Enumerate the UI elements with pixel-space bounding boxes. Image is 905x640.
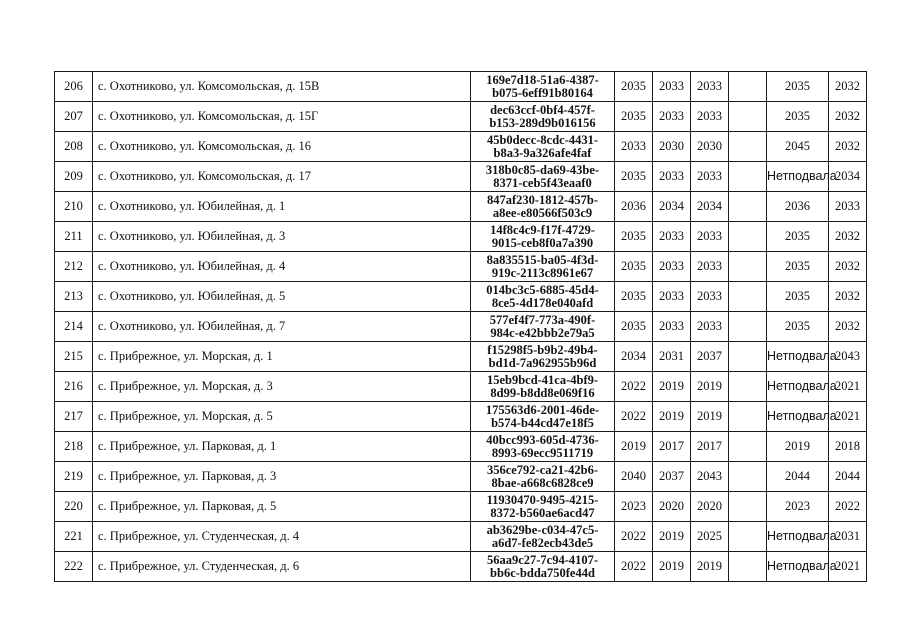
row-address: с. Охотниково, ул. Юбилейная, д. 3	[93, 222, 471, 252]
row-address: с. Охотниково, ул. Комсомольская, д. 17	[93, 162, 471, 192]
row-year-1: 2040	[615, 462, 653, 492]
row-number: 210	[55, 192, 93, 222]
row-year-2: 2030	[653, 132, 691, 162]
row-guid	[471, 102, 615, 132]
row-year-2: 2031	[653, 342, 691, 372]
basement-line-2: подвала	[788, 529, 837, 543]
guid-line-2: b075-6eff91b80164	[492, 85, 593, 100]
row-year-2: 2037	[653, 462, 691, 492]
row-year-2: 2033	[653, 252, 691, 282]
basement-line-1: Нет	[767, 349, 789, 363]
row-guid	[471, 342, 615, 372]
row-guid	[471, 372, 615, 402]
table-row	[55, 282, 867, 312]
row-year-1: 2022	[615, 402, 653, 432]
basement-line-1: Нет	[767, 529, 789, 543]
guid-line-1: 318b0c85-da69-43be-	[485, 162, 600, 177]
table-row	[55, 522, 867, 552]
row-number: 211	[55, 222, 93, 252]
row-basement	[767, 72, 829, 102]
row-basement	[767, 552, 837, 582]
guid-line-1: 847af230-1812-457b-	[486, 192, 599, 207]
row-year-3: 2033	[691, 102, 729, 132]
row-year-1: 2035	[615, 252, 653, 282]
row-year-3: 2019	[691, 402, 729, 432]
row-basement	[767, 192, 829, 222]
row-year-1: 2035	[615, 162, 653, 192]
guid-line-2: b153-289d9b016156	[489, 115, 596, 130]
table-row	[55, 162, 867, 192]
row-guid	[471, 492, 615, 522]
guid-line-1: dec63ccf-0bf4-457f-	[490, 102, 595, 117]
row-year-1: 2035	[615, 102, 653, 132]
row-year-1: 2022	[615, 552, 653, 582]
guid-line-1: 014bc3c5-6885-45d4-	[486, 282, 599, 297]
basement-line-1: Нет	[767, 169, 789, 183]
row-year-1: 2023	[615, 492, 653, 522]
row-guid	[471, 252, 615, 282]
row-address: с. Охотниково, ул. Юбилейная, д. 7	[93, 312, 471, 342]
row-year-6: 2021	[829, 402, 867, 432]
row-guid	[471, 72, 615, 102]
basement-line-1: Нет	[767, 379, 789, 393]
row-basement	[767, 462, 829, 492]
row-year-3: 2017	[691, 432, 729, 462]
basement-line-1: 2035	[785, 79, 810, 93]
row-year-6: 2018	[829, 432, 867, 462]
basement-line-1: 2036	[785, 199, 810, 213]
row-year-4	[729, 342, 767, 372]
row-basement	[767, 492, 829, 522]
row-basement	[767, 342, 837, 372]
table-row	[55, 222, 867, 252]
guid-line-2: bb6c-bdda750fe44d	[490, 565, 595, 580]
row-year-1: 2019	[615, 432, 653, 462]
row-year-3: 2034	[691, 192, 729, 222]
row-number: 213	[55, 282, 93, 312]
row-year-4	[729, 432, 767, 462]
guid-line-2: 8372-b560ae6acd47	[490, 505, 595, 520]
row-year-4	[729, 522, 767, 552]
row-year-2: 2019	[653, 522, 691, 552]
table-row	[55, 462, 867, 492]
basement-line-1: 2045	[785, 139, 810, 153]
table-row	[55, 312, 867, 342]
table-row	[55, 342, 867, 372]
table-row	[55, 492, 867, 522]
housing-registry-table	[54, 71, 867, 582]
basement-line-1: 2023	[785, 499, 810, 513]
table-row	[55, 72, 867, 102]
row-year-2: 2033	[653, 282, 691, 312]
row-basement	[767, 282, 829, 312]
row-year-6: 2032	[829, 132, 867, 162]
row-year-3: 2030	[691, 132, 729, 162]
basement-line-1: 2035	[785, 109, 810, 123]
basement-line-2: подвала	[788, 559, 837, 573]
guid-line-1: 56aa9c27-7c94-4107-	[486, 552, 599, 567]
row-guid	[471, 192, 615, 222]
table-row	[55, 102, 867, 132]
guid-line-2: 8d99-b8dd8e069f16	[490, 385, 595, 400]
row-guid	[471, 222, 615, 252]
row-guid	[471, 462, 615, 492]
basement-line-1: Нет	[767, 559, 789, 573]
row-number: 219	[55, 462, 93, 492]
row-year-1: 2022	[615, 372, 653, 402]
row-year-4	[729, 282, 767, 312]
row-year-3: 2033	[691, 222, 729, 252]
row-address: с. Прибрежное, ул. Морская, д. 5	[93, 402, 471, 432]
row-number: 216	[55, 372, 93, 402]
guid-line-1: 40bcc993-605d-4736-	[486, 432, 599, 447]
row-year-3: 2019	[691, 372, 729, 402]
row-number: 209	[55, 162, 93, 192]
guid-line-2: b8a3-9a326afe4faf	[493, 145, 592, 160]
row-year-6: 2043	[829, 342, 867, 372]
guid-line-1: 175563d6-2001-46de-	[485, 402, 600, 417]
basement-line-1: 2044	[785, 469, 810, 483]
row-year-1: 2035	[615, 312, 653, 342]
guid-line-1: 577ef4f7-773a-490f-	[489, 312, 596, 327]
row-basement	[767, 522, 837, 552]
basement-line-2: подвала	[788, 409, 837, 423]
row-year-3: 2033	[691, 72, 729, 102]
guid-line-2: b574-b44cd47e18f5	[491, 415, 594, 430]
row-year-3: 2037	[691, 342, 729, 372]
guid-line-2: a8ee-e80566f503c9	[492, 205, 593, 220]
row-year-4	[729, 312, 767, 342]
guid-line-1: 356ce792-ca21-42b6-	[486, 462, 599, 477]
row-address: с. Прибрежное, ул. Парковая, д. 1	[93, 432, 471, 462]
basement-line-2: подвала	[788, 379, 837, 393]
row-year-4	[729, 552, 767, 582]
row-year-4	[729, 252, 767, 282]
table-row	[55, 252, 867, 282]
row-year-1: 2035	[615, 222, 653, 252]
row-year-6: 2031	[829, 522, 867, 552]
row-guid	[471, 162, 615, 192]
row-year-4	[729, 492, 767, 522]
row-basement	[767, 102, 829, 132]
row-year-1: 2022	[615, 522, 653, 552]
row-year-4	[729, 192, 767, 222]
guid-line-1: 14f8c4c9-f17f-4729-	[490, 222, 595, 237]
row-year-2: 2033	[653, 72, 691, 102]
row-guid	[471, 552, 615, 582]
row-year-2: 2019	[653, 402, 691, 432]
row-number: 221	[55, 522, 93, 552]
guid-line-1: 15eb9bcd-41ca-4bf9-	[486, 372, 599, 387]
row-number: 214	[55, 312, 93, 342]
row-basement	[767, 132, 829, 162]
guid-line-2: bd1d-7a962955b96d	[488, 355, 597, 370]
table-row	[55, 192, 867, 222]
row-year-6: 2032	[829, 72, 867, 102]
row-basement	[767, 402, 837, 432]
row-year-6: 2021	[829, 552, 867, 582]
row-year-4	[729, 102, 767, 132]
guid-line-2: a6d7-fe82ecb43de5	[491, 535, 594, 550]
row-year-6: 2032	[829, 282, 867, 312]
row-year-3: 2025	[691, 522, 729, 552]
table-row	[55, 372, 867, 402]
row-address: с. Охотниково, ул. Юбилейная, д. 1	[93, 192, 471, 222]
row-year-1: 2035	[615, 72, 653, 102]
row-address: с. Прибрежное, ул. Парковая, д. 5	[93, 492, 471, 522]
row-year-2: 2033	[653, 102, 691, 132]
row-year-6: 2034	[829, 162, 867, 192]
basement-line-1: 2035	[785, 289, 810, 303]
row-year-3: 2033	[691, 282, 729, 312]
guid-line-2: 984c-e42bbb2e79a5	[490, 325, 595, 340]
row-address: с. Охотниково, ул. Комсомольская, д. 15Г	[93, 102, 471, 132]
row-year-6: 2032	[829, 252, 867, 282]
table-body	[55, 72, 867, 582]
table-row	[55, 552, 867, 582]
row-year-3: 2033	[691, 162, 729, 192]
row-basement	[767, 432, 829, 462]
row-number: 222	[55, 552, 93, 582]
row-address: с. Охотниково, ул. Комсомольская, д. 16	[93, 132, 471, 162]
row-year-6: 2021	[829, 372, 867, 402]
row-address: с. Прибрежное, ул. Студенческая, д. 6	[93, 552, 471, 582]
row-guid	[471, 432, 615, 462]
basement-line-1: Нет	[767, 409, 789, 423]
row-basement	[767, 252, 829, 282]
row-number: 218	[55, 432, 93, 462]
row-address: с. Охотниково, ул. Комсомольская, д. 15В	[93, 72, 471, 102]
row-number: 212	[55, 252, 93, 282]
row-year-6: 2032	[829, 102, 867, 132]
row-year-2: 2033	[653, 312, 691, 342]
row-basement	[767, 312, 829, 342]
row-year-6: 2032	[829, 312, 867, 342]
basement-line-1: 2035	[785, 229, 810, 243]
row-year-6: 2032	[829, 222, 867, 252]
row-year-3: 2033	[691, 312, 729, 342]
guid-line-2: 9015-ceb8f0a7a390	[491, 235, 594, 250]
row-year-4	[729, 72, 767, 102]
row-number: 220	[55, 492, 93, 522]
table-row	[55, 132, 867, 162]
row-basement	[767, 162, 837, 192]
row-year-4	[729, 372, 767, 402]
row-year-2: 2020	[653, 492, 691, 522]
row-guid	[471, 282, 615, 312]
guid-line-2: 8371-ceb5f43eaaf0	[493, 175, 592, 190]
basement-line-1: 2019	[785, 439, 810, 453]
guid-line-1: 45b0decc-8cdc-4431-	[486, 132, 599, 147]
row-address: с. Прибрежное, ул. Студенческая, д. 4	[93, 522, 471, 552]
row-number: 206	[55, 72, 93, 102]
guid-line-1: 8a835515-ba05-4f3d-	[486, 252, 599, 267]
row-year-3: 2020	[691, 492, 729, 522]
row-year-4	[729, 222, 767, 252]
basement-line-1: 2035	[785, 259, 810, 273]
row-address: с. Охотниково, ул. Юбилейная, д. 4	[93, 252, 471, 282]
row-year-2: 2019	[653, 552, 691, 582]
row-basement	[767, 372, 837, 402]
row-guid	[471, 132, 615, 162]
guid-line-2: 8ce5-4d178e040afd	[491, 295, 594, 310]
row-year-4	[729, 132, 767, 162]
row-year-3: 2043	[691, 462, 729, 492]
basement-line-1: 2035	[785, 319, 810, 333]
guid-line-2: 919c-2113c8961e67	[491, 265, 594, 280]
row-year-1: 2036	[615, 192, 653, 222]
row-year-1: 2035	[615, 282, 653, 312]
guid-line-1: 169e7d18-51a6-4387-	[486, 72, 599, 87]
row-address: с. Прибрежное, ул. Парковая, д. 3	[93, 462, 471, 492]
row-year-3: 2033	[691, 252, 729, 282]
row-basement	[767, 222, 829, 252]
row-year-2: 2017	[653, 432, 691, 462]
row-year-2: 2034	[653, 192, 691, 222]
guid-line-1: f15298f5-b9b2-49b4-	[487, 342, 598, 357]
row-address: с. Охотниково, ул. Юбилейная, д. 5	[93, 282, 471, 312]
row-number: 215	[55, 342, 93, 372]
row-year-3: 2019	[691, 552, 729, 582]
row-address: с. Прибрежное, ул. Морская, д. 1	[93, 342, 471, 372]
row-address: с. Прибрежное, ул. Морская, д. 3	[93, 372, 471, 402]
row-year-2: 2033	[653, 162, 691, 192]
row-year-6: 2044	[829, 462, 867, 492]
row-number: 207	[55, 102, 93, 132]
basement-line-2: подвала	[788, 169, 837, 183]
row-year-4	[729, 402, 767, 432]
row-year-6: 2022	[829, 492, 867, 522]
row-year-2: 2033	[653, 222, 691, 252]
guid-line-1: 11930470-9495-4215-	[486, 492, 599, 507]
row-number: 208	[55, 132, 93, 162]
guid-line-2: 8bae-a668c6828ce9	[491, 475, 594, 490]
row-guid	[471, 312, 615, 342]
table-row	[55, 432, 867, 462]
row-year-2: 2019	[653, 372, 691, 402]
basement-line-2: подвала	[788, 349, 837, 363]
row-guid	[471, 522, 615, 552]
row-year-4	[729, 162, 767, 192]
guid-line-1: ab3629be-c034-47c5-	[486, 522, 599, 537]
row-year-6: 2033	[829, 192, 867, 222]
row-guid	[471, 402, 615, 432]
guid-line-2: 8993-69ecc9511719	[491, 445, 594, 460]
row-year-4	[729, 462, 767, 492]
row-year-1: 2034	[615, 342, 653, 372]
row-number: 217	[55, 402, 93, 432]
table-row	[55, 402, 867, 432]
row-year-1: 2033	[615, 132, 653, 162]
